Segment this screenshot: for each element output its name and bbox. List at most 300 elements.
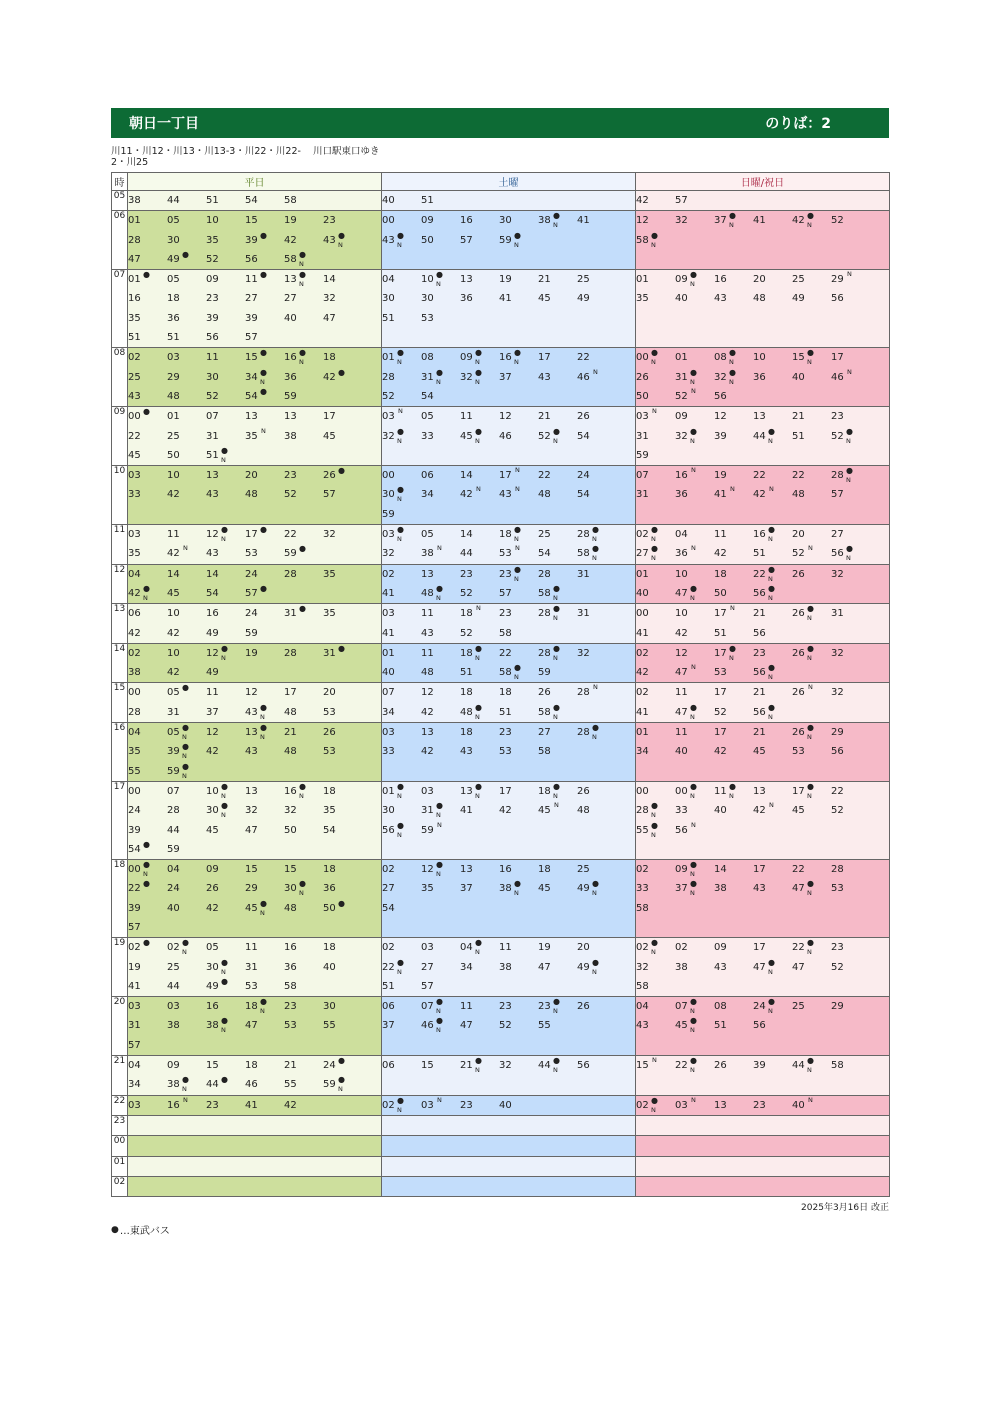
departure-time bbox=[206, 525, 245, 544]
non-step-mark: N bbox=[690, 712, 695, 721]
non-step-mark: N bbox=[652, 1056, 657, 1065]
minute-text: 24 bbox=[128, 805, 141, 817]
minute-text: 32 bbox=[831, 568, 844, 580]
departure-time bbox=[577, 644, 616, 663]
tobu-bus-dot-icon: ● bbox=[338, 898, 345, 908]
minute-text: 13 bbox=[460, 864, 473, 876]
departure-time bbox=[421, 644, 460, 663]
departure-time bbox=[245, 427, 284, 446]
hour-label: 11 bbox=[112, 525, 128, 565]
departure-time bbox=[831, 879, 870, 898]
departure-time bbox=[577, 368, 616, 387]
departure-time bbox=[128, 466, 167, 485]
minute-text: 43 bbox=[323, 234, 336, 246]
departure-time bbox=[382, 604, 421, 623]
departure-time bbox=[675, 466, 714, 485]
departure-time bbox=[499, 663, 538, 682]
minute-text: 40 bbox=[636, 587, 649, 599]
non-step-mark: N bbox=[221, 653, 226, 662]
minute-text: 45 bbox=[206, 824, 219, 836]
minute-text: 31 bbox=[167, 706, 180, 718]
minute-text: 02 bbox=[636, 529, 649, 541]
weekday-cell bbox=[128, 1095, 382, 1115]
minute-text: 01 bbox=[382, 352, 395, 364]
minute-text: 40 bbox=[323, 961, 336, 973]
minute-text: 23 bbox=[499, 1001, 512, 1013]
departure-time bbox=[167, 977, 206, 996]
departure-time bbox=[538, 348, 577, 367]
departure-time bbox=[284, 997, 323, 1016]
departure-time bbox=[577, 211, 616, 230]
minute-text: 21 bbox=[284, 1060, 297, 1072]
departure-time bbox=[636, 899, 675, 918]
non-step-mark: N bbox=[338, 240, 343, 249]
minute-text: 42 bbox=[753, 805, 766, 817]
tobu-bus-dot-icon: ● bbox=[807, 604, 814, 614]
minute-text: 53 bbox=[323, 746, 336, 758]
departure-time bbox=[538, 860, 577, 879]
weekday-header: 平日 bbox=[128, 173, 382, 191]
minute-text: 47 bbox=[675, 667, 688, 679]
departure-time bbox=[577, 938, 616, 957]
departure-time bbox=[636, 821, 675, 840]
departure-time bbox=[831, 782, 870, 801]
minute-text: 11 bbox=[167, 529, 180, 541]
minute-text: 10 bbox=[167, 647, 180, 659]
non-step-mark: N bbox=[221, 811, 226, 820]
departure-time bbox=[128, 1036, 167, 1055]
tobu-bus-dot-icon: ● bbox=[338, 1075, 345, 1085]
minute-text: 18 bbox=[323, 785, 336, 797]
departure-time bbox=[284, 1075, 323, 1094]
minute-text: 28 bbox=[538, 608, 551, 620]
tobu-bus-dot-icon: ● bbox=[143, 270, 150, 280]
non-step-mark: N bbox=[651, 948, 656, 957]
minute-text: 26 bbox=[792, 647, 805, 659]
minute-text: 42 bbox=[499, 805, 512, 817]
minute-text: 56 bbox=[753, 667, 766, 679]
minute-text: 28 bbox=[538, 647, 551, 659]
departure-time bbox=[323, 525, 362, 544]
minute-text: 51 bbox=[206, 195, 219, 206]
tobu-bus-dot-icon: ● bbox=[338, 367, 345, 377]
tobu-bus-dot-icon: ● bbox=[846, 544, 853, 554]
minute-text: 31 bbox=[284, 608, 297, 620]
minute-text: 42 bbox=[421, 706, 434, 718]
non-step-mark: N bbox=[397, 967, 402, 976]
hour-row-12 bbox=[112, 564, 890, 604]
minute-text: 35 bbox=[323, 568, 336, 580]
departure-time bbox=[577, 860, 616, 879]
table-header-row bbox=[112, 173, 890, 191]
departure-time bbox=[460, 1096, 499, 1115]
minute-text: 45 bbox=[167, 587, 180, 599]
departure-time bbox=[421, 191, 460, 210]
non-step-mark: N bbox=[397, 830, 402, 839]
departure-time bbox=[206, 466, 245, 485]
minute-text: 21 bbox=[538, 411, 551, 423]
tobu-bus-dot-icon: ● bbox=[807, 211, 814, 221]
hour-row-08 bbox=[112, 348, 890, 407]
tobu-bus-dot-icon: ● bbox=[807, 348, 814, 358]
departure-time bbox=[675, 683, 714, 702]
non-step-mark: N bbox=[553, 1066, 558, 1075]
minute-text: 52 bbox=[831, 430, 844, 442]
minute-text: 34 bbox=[421, 489, 434, 501]
departure-time bbox=[128, 899, 167, 918]
departure-time bbox=[636, 427, 675, 446]
minute-text: 36 bbox=[460, 293, 473, 305]
departure-time bbox=[245, 289, 284, 308]
departure-time bbox=[284, 977, 323, 996]
departure-time bbox=[675, 938, 714, 957]
non-step-mark: N bbox=[221, 535, 226, 544]
non-step-mark: N bbox=[768, 574, 773, 583]
non-step-mark: N bbox=[397, 240, 402, 249]
non-step-mark: N bbox=[553, 1007, 558, 1016]
departure-time bbox=[128, 879, 167, 898]
departure-time bbox=[167, 1016, 206, 1035]
departure-time bbox=[460, 466, 499, 485]
departure-time bbox=[323, 723, 362, 742]
minute-text: 59 bbox=[323, 1079, 336, 1091]
departure-time bbox=[167, 958, 206, 977]
departure-time bbox=[792, 604, 831, 623]
minute-text: 26 bbox=[538, 687, 551, 699]
departure-time bbox=[167, 604, 206, 623]
minute-text: 00 bbox=[128, 687, 141, 699]
departure-time bbox=[167, 860, 206, 879]
minute-text: 47 bbox=[460, 1020, 473, 1032]
departure-time bbox=[421, 270, 460, 289]
non-step-mark: N bbox=[808, 544, 813, 553]
minute-text: 02 bbox=[128, 647, 141, 659]
minute-text: 40 bbox=[792, 1099, 805, 1111]
departure-time bbox=[792, 525, 831, 544]
minute-text: 32 bbox=[284, 805, 297, 817]
departure-time bbox=[675, 723, 714, 742]
non-step-mark: N bbox=[690, 889, 695, 898]
tobu-bus-dot-icon: ● bbox=[514, 663, 521, 673]
departure-time bbox=[421, 231, 460, 250]
minute-text: 25 bbox=[577, 864, 590, 876]
tobu-bus-dot-icon: ● bbox=[182, 938, 189, 948]
minute-text: 09 bbox=[206, 274, 219, 286]
holiday-header: 日曜/祝日 bbox=[636, 173, 890, 191]
tobu-bus-dot-icon: ● bbox=[143, 839, 150, 849]
departure-time bbox=[675, 604, 714, 623]
weekday-cell bbox=[128, 191, 382, 211]
departure-time bbox=[284, 782, 323, 801]
non-step-mark: N bbox=[475, 712, 480, 721]
minute-text: 28 bbox=[128, 706, 141, 718]
departure-time bbox=[792, 368, 831, 387]
minute-text: 02 bbox=[167, 942, 180, 954]
departure-time bbox=[675, 624, 714, 643]
saturday-cell bbox=[382, 564, 636, 604]
departure-time bbox=[245, 231, 284, 250]
departure-time bbox=[323, 644, 362, 663]
departure-time bbox=[421, 584, 460, 603]
minute-text: 10 bbox=[167, 608, 180, 620]
departure-time bbox=[245, 191, 284, 210]
departure-time bbox=[636, 860, 675, 879]
non-step-mark: N bbox=[299, 280, 304, 289]
departure-time bbox=[245, 997, 284, 1016]
minute-text: 05 bbox=[421, 529, 434, 541]
departure-time bbox=[128, 584, 167, 603]
departure-time bbox=[284, 211, 323, 230]
saturday-cell bbox=[382, 1136, 636, 1156]
departure-time bbox=[499, 565, 538, 584]
minute-text: 45 bbox=[323, 430, 336, 442]
minute-text: 40 bbox=[284, 312, 297, 324]
minute-text: 11 bbox=[499, 942, 512, 954]
minute-text: 43 bbox=[753, 883, 766, 895]
minute-text: 19 bbox=[499, 274, 512, 286]
minute-text: 30 bbox=[499, 215, 512, 227]
departure-time bbox=[382, 525, 421, 544]
tobu-bus-dot-icon: ● bbox=[592, 879, 599, 889]
departure-time bbox=[323, 821, 362, 840]
minute-text: 57 bbox=[323, 489, 336, 501]
minute-text: 00 bbox=[128, 785, 141, 797]
minute-text: 46 bbox=[831, 371, 844, 383]
departure-time bbox=[499, 427, 538, 446]
tobu-bus-dot-icon: ● bbox=[260, 230, 267, 240]
departure-time bbox=[167, 663, 206, 682]
departure-time bbox=[499, 1096, 538, 1115]
minute-text: 51 bbox=[499, 706, 512, 718]
departure-time bbox=[421, 544, 460, 563]
departure-time bbox=[460, 485, 499, 504]
minute-text: 40 bbox=[382, 667, 395, 679]
departure-time bbox=[323, 860, 362, 879]
minute-text: 23 bbox=[460, 568, 473, 580]
minute-text: 59 bbox=[538, 667, 551, 679]
hour-row-06 bbox=[112, 211, 890, 270]
departure-time bbox=[421, 466, 460, 485]
departure-time bbox=[577, 427, 616, 446]
minute-text: 59 bbox=[284, 548, 297, 560]
tobu-bus-dot-icon: ● bbox=[807, 1056, 814, 1066]
non-step-mark: N bbox=[183, 1095, 188, 1104]
minute-text: 28 bbox=[167, 805, 180, 817]
departure-time bbox=[753, 860, 792, 879]
departure-time bbox=[206, 544, 245, 563]
hour-label: 22 bbox=[112, 1095, 128, 1115]
departure-time bbox=[499, 997, 538, 1016]
departure-time bbox=[421, 977, 460, 996]
minute-text: 04 bbox=[128, 1060, 141, 1072]
departure-time bbox=[538, 211, 577, 230]
minute-text: 06 bbox=[421, 470, 434, 482]
departure-time bbox=[577, 525, 616, 544]
minute-text: 31 bbox=[636, 430, 649, 442]
minute-text: 59 bbox=[636, 449, 649, 461]
minute-text: 03 bbox=[128, 529, 141, 541]
departure-time bbox=[831, 1056, 870, 1075]
hour-row-13 bbox=[112, 604, 890, 644]
holiday-cell bbox=[636, 348, 890, 407]
departure-time bbox=[382, 644, 421, 663]
holiday-cell bbox=[636, 1136, 890, 1156]
departure-time bbox=[538, 703, 577, 722]
departure-time bbox=[636, 1096, 675, 1115]
non-step-mark: N bbox=[592, 967, 597, 976]
minute-text: 11 bbox=[421, 608, 434, 620]
departure-time bbox=[284, 879, 323, 898]
departure-time bbox=[206, 1056, 245, 1075]
non-step-mark: N bbox=[436, 593, 441, 602]
holiday-cell bbox=[636, 525, 890, 565]
minute-text: 48 bbox=[460, 706, 473, 718]
minute-text: 18 bbox=[714, 568, 727, 580]
tobu-bus-dot-icon: ● bbox=[729, 643, 736, 653]
timetable-page bbox=[111, 108, 889, 1237]
minute-text: 31 bbox=[206, 430, 219, 442]
minute-text: 14 bbox=[460, 470, 473, 482]
departure-time bbox=[128, 762, 167, 781]
minute-text: 00 bbox=[128, 864, 141, 876]
minute-text: 37 bbox=[206, 706, 219, 718]
departure-time bbox=[499, 584, 538, 603]
departure-time bbox=[792, 289, 831, 308]
weekday-cell bbox=[128, 860, 382, 938]
minute-text: 09 bbox=[675, 864, 688, 876]
non-step-mark: N bbox=[475, 791, 480, 800]
minute-text: 11 bbox=[675, 687, 688, 699]
route-list: 川11・川12・川13・川13-3・川22・川22-2・川25 bbox=[111, 146, 301, 168]
tobu-bus-dot-icon: ● bbox=[592, 544, 599, 554]
departure-time bbox=[831, 368, 870, 387]
departure-time bbox=[714, 723, 753, 742]
departure-time bbox=[499, 644, 538, 663]
departure-time bbox=[284, 958, 323, 977]
minute-text: 42 bbox=[167, 489, 180, 501]
minute-text: 31 bbox=[323, 647, 336, 659]
tobu-bus-dot-icon: ● bbox=[807, 781, 814, 791]
minute-text: 12 bbox=[206, 727, 219, 739]
departure-time bbox=[167, 879, 206, 898]
non-step-mark: N bbox=[182, 733, 187, 742]
tobu-bus-dot-icon: ● bbox=[436, 860, 443, 870]
minute-text: 26 bbox=[323, 727, 336, 739]
tobu-bus-dot-icon: ● bbox=[475, 367, 482, 377]
departure-time bbox=[284, 368, 323, 387]
non-step-mark: N bbox=[690, 1026, 695, 1035]
departure-time bbox=[421, 368, 460, 387]
minute-text: 03 bbox=[167, 352, 180, 364]
departure-time bbox=[421, 821, 460, 840]
tobu-bus-dot-icon: ● bbox=[260, 525, 267, 535]
legend bbox=[111, 1222, 889, 1237]
departure-time bbox=[753, 1056, 792, 1075]
minute-text: 26 bbox=[792, 568, 805, 580]
non-step-mark: N bbox=[553, 653, 558, 662]
departure-time bbox=[245, 958, 284, 977]
non-step-mark: N bbox=[182, 948, 187, 957]
minute-text: 17 bbox=[753, 942, 766, 954]
departure-time bbox=[714, 1016, 753, 1035]
non-step-mark: N bbox=[808, 683, 813, 692]
minute-text: 47 bbox=[753, 961, 766, 973]
minute-text: 12 bbox=[245, 687, 258, 699]
minute-text: 48 bbox=[421, 667, 434, 679]
departure-time bbox=[128, 1075, 167, 1094]
minute-text: 18 bbox=[323, 942, 336, 954]
departure-time bbox=[421, 427, 460, 446]
minute-text: 03 bbox=[128, 1099, 141, 1111]
departure-time bbox=[206, 348, 245, 367]
departure-time bbox=[206, 782, 245, 801]
departure-time bbox=[206, 1016, 245, 1035]
saturday-cell bbox=[382, 211, 636, 270]
non-step-mark: N bbox=[398, 407, 403, 416]
minute-text: 11 bbox=[245, 274, 258, 286]
minute-text: 44 bbox=[792, 1060, 805, 1072]
minute-text: 11 bbox=[714, 785, 727, 797]
departure-time bbox=[167, 250, 206, 269]
departure-time bbox=[167, 683, 206, 702]
departure-time bbox=[206, 997, 245, 1016]
minute-text: 23 bbox=[460, 1099, 473, 1111]
tobu-bus-dot-icon: ● bbox=[729, 367, 736, 377]
minute-text: 37 bbox=[460, 883, 473, 895]
hour-row-00 bbox=[112, 1136, 890, 1156]
departure-time bbox=[206, 250, 245, 269]
minute-text: 30 bbox=[167, 234, 180, 246]
departure-time bbox=[460, 683, 499, 702]
minute-text: 41 bbox=[577, 215, 590, 227]
departure-time bbox=[128, 191, 167, 210]
departure-time bbox=[382, 544, 421, 563]
minute-text: 28 bbox=[636, 805, 649, 817]
minute-text: 06 bbox=[382, 1060, 395, 1072]
minute-text: 02 bbox=[128, 352, 141, 364]
minute-text: 12 bbox=[421, 687, 434, 699]
weekday-cell bbox=[128, 723, 382, 782]
minute-text: 32 bbox=[323, 293, 336, 305]
departure-time bbox=[382, 289, 421, 308]
departure-time bbox=[831, 938, 870, 957]
departure-time bbox=[792, 644, 831, 663]
departure-time bbox=[128, 211, 167, 230]
departure-time bbox=[792, 565, 831, 584]
minute-text: 53 bbox=[421, 312, 434, 324]
tobu-bus-dot-icon: ● bbox=[221, 1075, 228, 1085]
departure-time bbox=[128, 427, 167, 446]
departure-time bbox=[206, 368, 245, 387]
minute-text: 25 bbox=[167, 430, 180, 442]
non-step-mark: N bbox=[769, 485, 774, 494]
departure-time bbox=[323, 485, 362, 504]
departure-time bbox=[167, 782, 206, 801]
departure-time bbox=[499, 782, 538, 801]
departure-time bbox=[636, 663, 675, 682]
departure-time bbox=[128, 525, 167, 544]
departure-time bbox=[323, 368, 362, 387]
minute-text: 01 bbox=[128, 274, 141, 286]
minute-text: 02 bbox=[128, 942, 141, 954]
departure-time bbox=[577, 958, 616, 977]
departure-time bbox=[538, 782, 577, 801]
minute-text: 37 bbox=[714, 215, 727, 227]
departure-time bbox=[714, 1096, 753, 1115]
departure-time bbox=[636, 466, 675, 485]
non-step-mark: N bbox=[260, 908, 265, 917]
minute-text: 44 bbox=[206, 1079, 219, 1091]
